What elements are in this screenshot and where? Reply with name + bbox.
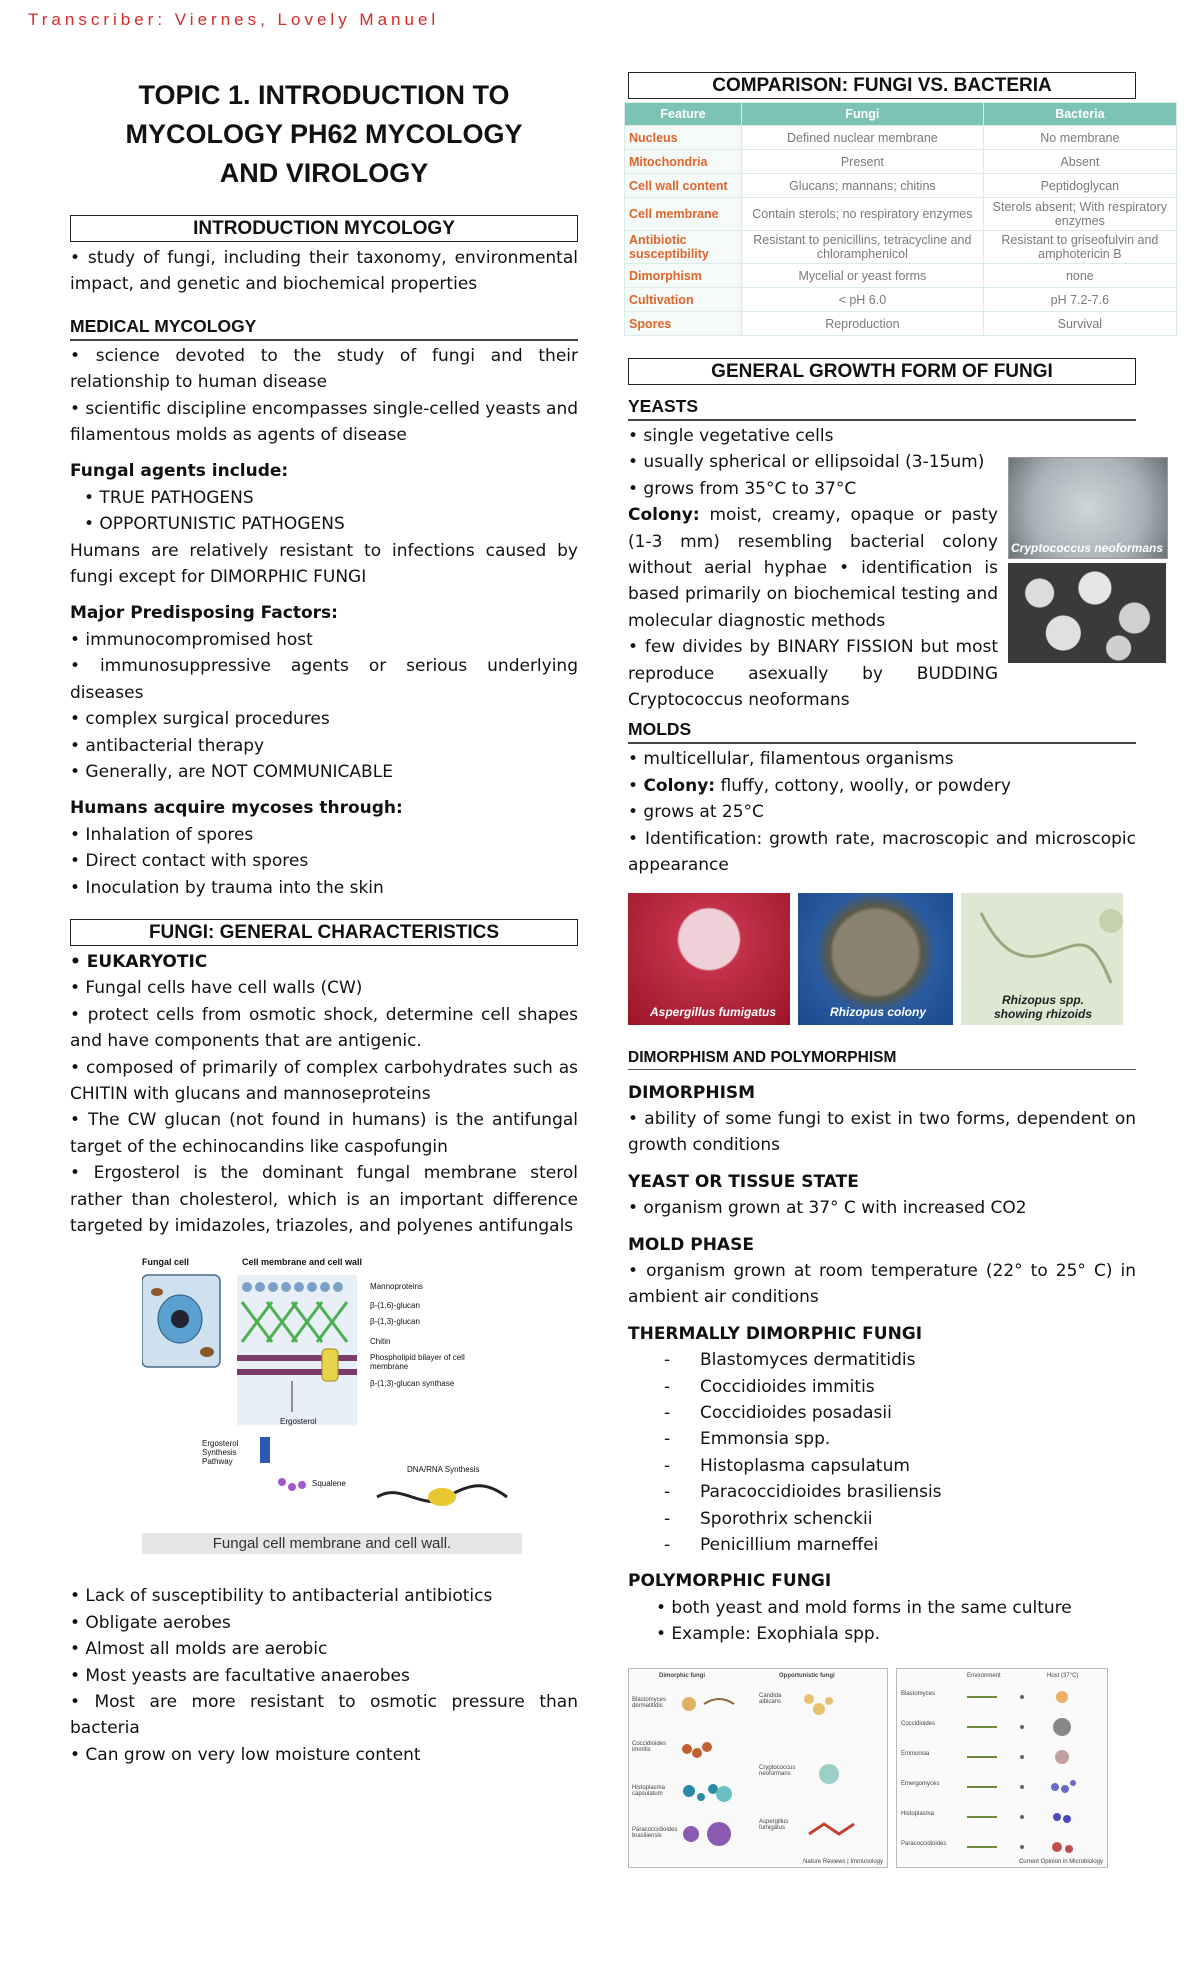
- yeast-state-label: YEAST OR TISSUE STATE: [628, 1171, 859, 1192]
- colony-text: [628, 502, 998, 634]
- general-after: • Lack of susceptibility to antibacterial antibiotics: [70, 1586, 493, 1607]
- general-line: • protect cells from osmotic shock, determine cell shapes and have components that are antigenic.: [70, 1004, 578, 1052]
- poly-item: • Example: Exophiala spp.: [656, 1624, 881, 1645]
- agent-item: • TRUE PATHOGENS: [84, 487, 254, 508]
- general-heading: FUNGI: GENERAL CHARACTERISTICS: [70, 919, 578, 946]
- fig-row-label: Emmonsia: [901, 1750, 930, 1757]
- fig-label: Phospholipid bilayer of cell membrane: [370, 1353, 465, 1372]
- acquire-item: • Inhalation of spores: [70, 824, 254, 845]
- mold-images: [628, 893, 1136, 1025]
- mold-colony-label: Colony:: [643, 775, 716, 796]
- comparison-table: [624, 102, 1177, 336]
- table-row: [625, 264, 1177, 288]
- table-row: [625, 231, 1177, 264]
- colony-desc: moist, creamy, opaque or pasty (1-3 mm) resembling bacterial colony without aerial hyphae • identification is based primarily on biochemical testing and molecular diagnostic methods: [628, 505, 998, 631]
- acquire-item: • Direct contact with spores: [70, 851, 309, 872]
- factor-item: • immunosuppressive agents or serious underlying diseases: [70, 656, 578, 703]
- aspergillus-image: [628, 893, 790, 1025]
- yeast-item: • usually spherical or ellipsoidal (3-15um): [628, 452, 985, 473]
- general-line: • Ergosterol is the dominant fungal membrane sterol rather than cholesterol, which is an important difference targeted by imidazoles, triazoles, and polyenes antifungals: [70, 1163, 578, 1236]
- list-item: - Histoplasma capsulatum: [664, 1453, 1136, 1479]
- colony-label: Colony:: [628, 505, 700, 526]
- dimorphism-label: DIMORPHISM: [628, 1082, 756, 1103]
- general-after: • Almost all molds are aerobic: [70, 1639, 328, 1660]
- left-column: [70, 70, 578, 1768]
- general-after: • Can grow on very low moisture content: [70, 1744, 421, 1765]
- fig-col-header: Environment: [967, 1672, 1001, 1679]
- fig-label: Squalene: [312, 1479, 346, 1489]
- table-row: [625, 150, 1177, 174]
- yeast-item: • single vegetative cells: [628, 426, 834, 446]
- table-cell: Spores: [625, 312, 742, 336]
- intro-text: • study of fungi, including their taxonomy, environmental impact, and genetic and biochemical properties: [70, 248, 578, 295]
- table-row: [625, 126, 1177, 150]
- fig-row-label: Cryptococcus neoformans: [759, 1764, 796, 1777]
- fig-col-header: Dimorphic fungi: [659, 1672, 705, 1679]
- table-cell: Present: [742, 150, 984, 174]
- table-cell: Peptidoglycan: [983, 174, 1176, 198]
- yeast-item: • grows from 35°C to 37°C: [628, 478, 857, 499]
- comparison-heading: COMPARISON: FUNGI VS. BACTERIA: [628, 72, 1136, 99]
- fig-label-membrane: Cell membrane and cell wall: [242, 1257, 363, 1268]
- fig-row-label: Coccidioides immitis: [632, 1740, 667, 1753]
- fig-credit: Current Opinion in Microbiology: [1018, 1858, 1103, 1865]
- table-cell: Survival: [983, 312, 1176, 336]
- yeast-colony-image: [1008, 457, 1168, 559]
- table-cell: Mitochondria: [625, 150, 742, 174]
- medical-line: • scientific discipline encompasses single-celled yeasts and filamentous molds as agents of disease: [70, 398, 579, 446]
- agents-note: Humans are relatively resistant to infections caused by fungi except for DIMORPHIC FUNGI: [70, 540, 578, 588]
- factor-item: • immunocompromised host: [70, 629, 313, 650]
- dimorphic-drawing: [629, 1669, 887, 1867]
- intro-heading: INTRODUCTION MYCOLOGY: [70, 215, 578, 242]
- fig-row-label: Emergomyces: [901, 1780, 940, 1787]
- table-cell: Mycelial or yeast forms: [742, 264, 984, 288]
- general-line: • composed of primarily of complex carbohydrates such as CHITIN with glucans and mannoseproteins: [70, 1057, 578, 1104]
- dimorphism-text: • ability of some fungi to exist in two forms, dependent on growth conditions: [628, 1108, 1136, 1156]
- table-cell: < pH 6.0: [742, 288, 984, 312]
- list-item: - Coccidioides posadasii: [664, 1400, 1136, 1426]
- fig-row-label: Paracoccidioides brasiliensis: [632, 1826, 678, 1839]
- table-cell: Nucleus: [625, 126, 742, 150]
- factor-item: • antibacterial therapy: [70, 735, 265, 756]
- fig-row-label: Histoplasma capsulatum: [632, 1784, 666, 1797]
- general-line: • The CW glucan (not found in humans) is the antifungal target of the echinocandins like caspofungin: [70, 1110, 578, 1157]
- table-row: [625, 288, 1177, 312]
- mold-colony-desc: fluffy, cottony, woolly, or powdery: [715, 775, 1011, 796]
- agent-item: • OPPORTUNISTIC PATHOGENS: [84, 514, 345, 535]
- table-cell: Glucans; mannans; chitins: [742, 174, 984, 198]
- dimorph-heading: DIMORPHISM AND POLYMORPHISM: [628, 1049, 1136, 1070]
- factor-item: • complex surgical procedures: [70, 709, 330, 730]
- fig-caption: Fungal cell membrane and cell wall.: [142, 1533, 522, 1554]
- right-column: [628, 72, 1168, 1868]
- fig-row-label: Blastomyces dermatitidis: [632, 1696, 667, 1709]
- table-cell: Cultivation: [625, 288, 742, 312]
- fig-row-label: Histoplasma: [901, 1810, 935, 1817]
- yeasts-heading: YEASTS: [628, 396, 1136, 421]
- fig-row-label: Blastomyces: [901, 1690, 936, 1697]
- fig-col-header: Host (37°C): [1047, 1672, 1079, 1679]
- mold-colony: • Colony: fluffy, cottony, woolly, or powdery: [628, 775, 1011, 796]
- rhizopus-rhizoids-image: [961, 893, 1123, 1025]
- table-cell: Contain sterols; no respiratory enzymes: [742, 198, 984, 231]
- mold-item: • multicellular, filamentous organisms: [628, 749, 954, 770]
- list-item: - Penicillium marneffei: [664, 1532, 1136, 1558]
- fig-row-label: Aspergillus fumigatus: [759, 1818, 789, 1831]
- mold-caption: Rhizopus spp. showing rhizoids: [994, 992, 1092, 1021]
- mold-caption: Rhizopus colony: [830, 1004, 926, 1019]
- general-after: • Obligate aerobes: [70, 1612, 231, 1633]
- poly-item: • both yeast and mold forms in the same culture: [656, 1597, 1072, 1618]
- table-cell: Cell membrane: [625, 198, 742, 231]
- table-cell: Resistant to penicillins, tetracycline and chloramphenicol: [742, 231, 984, 264]
- fig-row-label: Coccidioides: [901, 1720, 936, 1727]
- dimorphic-figure-right: [896, 1668, 1108, 1868]
- poly-label: POLYMORPHIC FUNGI: [628, 1571, 832, 1592]
- dimorphic-figures: [628, 1668, 1136, 1868]
- table-cell: No membrane: [983, 126, 1176, 150]
- table-row: [625, 174, 1177, 198]
- budding-text: • few divides by BINARY FISSION but most reproduce asexually by BUDDING Cryptococcus neoformans: [628, 637, 998, 711]
- general-after: • Most are more resistant to osmotic pressure than bacteria: [70, 1692, 578, 1739]
- mold-item: • Identification: growth rate, macroscopic and microscopic appearance: [628, 828, 1136, 876]
- fig-label: DNA/RNA Synthesis: [407, 1465, 480, 1475]
- table-cell: Defined nuclear membrane: [742, 126, 984, 150]
- table-cell: Sterols absent; With respiratory enzymes: [983, 198, 1176, 231]
- crypto-caption: Cryptococcus neoformans: [1011, 541, 1164, 555]
- environment-host-drawing: [897, 1669, 1107, 1867]
- table-cell: Dimorphism: [625, 264, 742, 288]
- fig-label-fungal-cell: Fungal cell: [142, 1257, 190, 1268]
- table-header: Feature: [625, 103, 742, 126]
- agents-label: Fungal agents include:: [70, 461, 289, 482]
- eukaryotic-label: • EUKARYOTIC: [70, 951, 208, 972]
- fig-credit: Nature Reviews | Immunology: [803, 1858, 883, 1865]
- general-line: • Fungal cells have cell walls (CW): [70, 978, 363, 999]
- fig-label: Ergosterol Synthesis Pathway: [202, 1439, 239, 1467]
- medical-heading: MEDICAL MYCOLOGY: [70, 316, 578, 341]
- fig-label: Ergosterol: [280, 1417, 317, 1427]
- fig-col-header: Opportunistic fungi: [779, 1672, 835, 1679]
- fig-label: β-(1,3)-glucan: [370, 1317, 420, 1327]
- table-header: Bacteria: [983, 103, 1176, 126]
- fig-row-label: Paracoccidioides: [901, 1840, 947, 1847]
- table-row: [625, 198, 1177, 231]
- list-item: - Sporothrix schenckii: [664, 1506, 1136, 1532]
- yeast-state-text: • organism grown at 37° C with increased CO2: [628, 1198, 1027, 1219]
- mold-item: • grows at 25°C: [628, 802, 764, 823]
- table-cell: Antibiotic susceptibility: [625, 231, 742, 264]
- dimorphic-figure-left: [628, 1668, 888, 1868]
- fig-label: β-(1,6)-glucan: [370, 1301, 420, 1311]
- mold-phase-label: MOLD PHASE: [628, 1234, 754, 1255]
- thermal-label: THERMALLY DIMORPHIC FUNGI: [628, 1323, 923, 1344]
- transcriber-credit: Transcriber: Viernes, Lovely Manuel: [28, 10, 440, 29]
- cell-wall-figure: [142, 1257, 522, 1557]
- title-line: AND VIROLOGY: [219, 158, 429, 188]
- fig-label: Chitin: [370, 1337, 391, 1347]
- growth-heading: GENERAL GROWTH FORM OF FUNGI: [628, 358, 1136, 385]
- table-cell: pH 7.2-7.6: [983, 288, 1176, 312]
- medical-line: • science devoted to the study of fungi and their relationship to human disease: [70, 345, 578, 393]
- general-after: • Most yeasts are facultative anaerobes: [70, 1665, 410, 1686]
- mold-caption: Aspergillus fumigatus: [650, 1004, 777, 1019]
- molds-heading: MOLDS: [628, 719, 1136, 744]
- table-header-row: [625, 103, 1177, 126]
- mold-phase-text: • organism grown at room temperature (22° to 25° C) in ambient air conditions: [628, 1260, 1136, 1308]
- factor-item: • Generally, are NOT COMMUNICABLE: [70, 761, 393, 782]
- factors-label: Major Predisposing Factors:: [70, 603, 338, 624]
- table-header: Fungi: [742, 103, 984, 126]
- acquire-label: Humans acquire mycoses through:: [70, 798, 403, 819]
- list-item: - Paracoccidioides brasiliensis: [664, 1479, 1136, 1505]
- fig-row-label: Candida albicans: [759, 1692, 782, 1705]
- title-line: MYCOLOGY PH62 MYCOLOGY: [125, 119, 523, 149]
- cell-wall-diagram: [142, 1257, 522, 1532]
- thermal-list: [628, 1347, 1136, 1558]
- list-item: - Emmonsia spp.: [664, 1426, 1136, 1452]
- yeast-sem-image: [1008, 563, 1166, 663]
- table-row: [625, 312, 1177, 336]
- page-title: [70, 76, 578, 193]
- fig-label: Mannoproteins: [370, 1282, 423, 1292]
- table-cell: Absent: [983, 150, 1176, 174]
- table-cell: Reproduction: [742, 312, 984, 336]
- fig-label: β-(1,3)-glucan synthase: [370, 1379, 455, 1389]
- acquire-item: • Inoculation by trauma into the skin: [70, 877, 384, 898]
- yeast-images: [1008, 457, 1166, 663]
- list-item: - Coccidioides immitis: [664, 1374, 1136, 1400]
- table-cell: Resistant to griseofulvin and amphotericin B: [983, 231, 1176, 264]
- list-item: - Blastomyces dermatitidis: [664, 1347, 1136, 1373]
- title-line: TOPIC 1. INTRODUCTION TO: [138, 80, 510, 110]
- table-cell: none: [983, 264, 1176, 288]
- table-cell: Cell wall content: [625, 174, 742, 198]
- rhizopus-colony-image: [798, 893, 953, 1025]
